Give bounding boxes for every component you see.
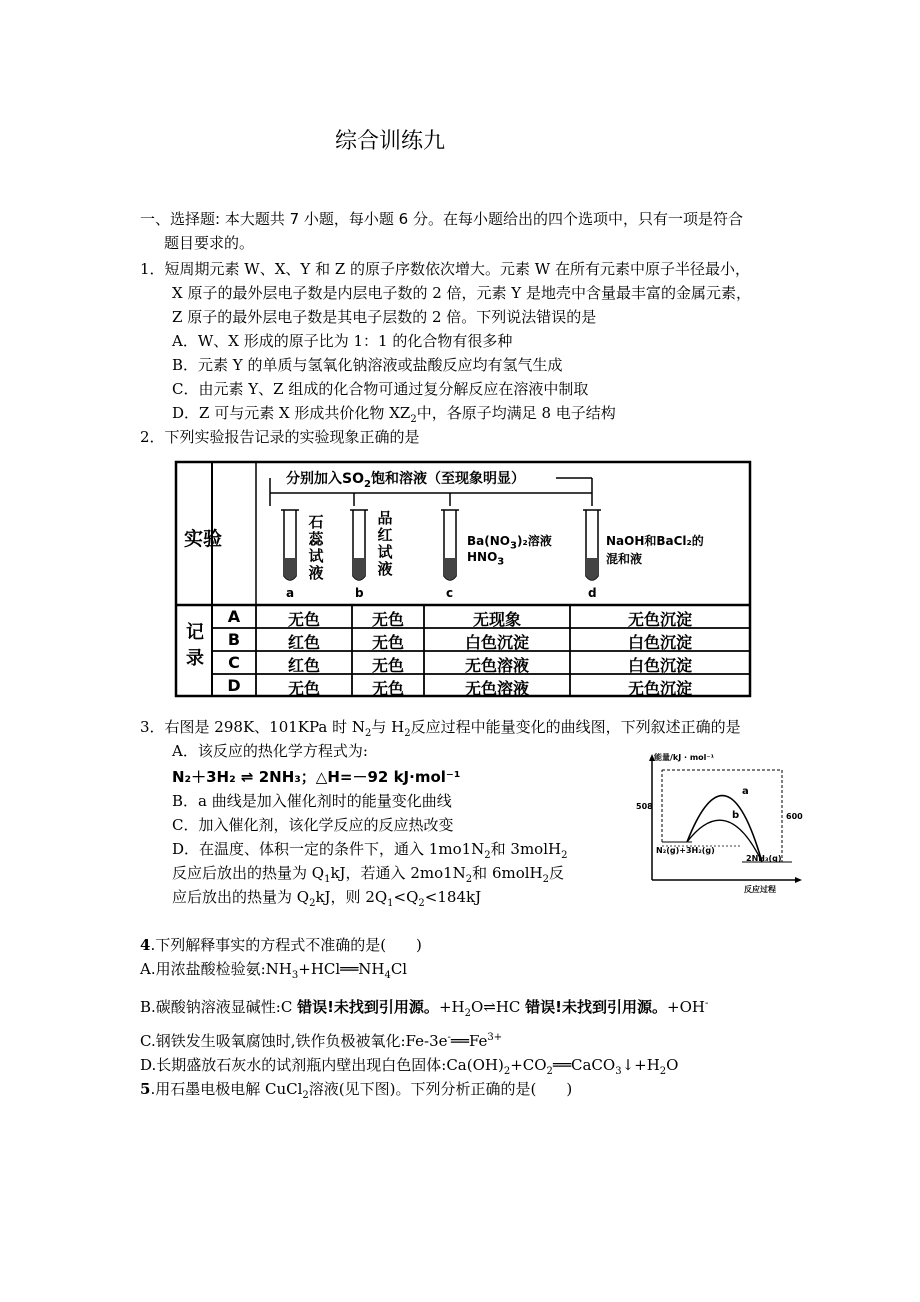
page-title: 综合训练九 (334, 129, 445, 154)
q4-option-c: C.钢铁发生吸氧腐蚀时,铁作负极被氧化$:Fe-3e^-══Fe^{3+}$ (140, 1032, 503, 1050)
table-cell: 无色 (287, 679, 320, 698)
table-row-option: D (227, 676, 241, 695)
tube-c-label-2: $HNO_3$ (467, 550, 505, 568)
table-cell: 白色沉淀 (627, 633, 692, 652)
q1-option-b: B．元素 Y 的单质与氢氧化钠溶液或盐酸反应均有氢气生成 (172, 356, 563, 374)
tube-letter-a: a (286, 586, 295, 600)
q5-stem: 5.用石墨电极电解 CuCl$_2$溶液(见下图)。下列分析正确的是( ) (140, 1080, 573, 1101)
q3-option-d-2: 反应后放出的热量为 $Q_1kJ$，若通入 $2mo1N_2$和 6molH$_2$反 (172, 864, 565, 885)
table-cell: 无色溶液 (464, 679, 529, 698)
table-cell: 白色沉淀 (464, 633, 529, 652)
table-cell: 无色沉淀 (627, 610, 692, 629)
graph-curve-a: a (742, 786, 749, 797)
table-row-option: B (227, 630, 241, 649)
energy-diagram (632, 750, 806, 898)
q4-option-a: A.用浓盐酸检验氨$:NH_3+HCl══NH_4Cl$ (140, 960, 408, 981)
table-cell: 无色 (371, 610, 404, 629)
section-heading-cont: 题目要求的。 (164, 234, 255, 252)
table-cell: 无色 (371, 656, 404, 675)
q2-stem: 2．下列实验报告记录的实验现象正确的是 (140, 428, 420, 446)
tube-d-label-2: 混和液 (606, 552, 643, 566)
graph-x-label: 反应过程 (744, 885, 776, 894)
tube-d-label-1: NaOH和BaCl₂的 (606, 534, 704, 548)
record-label: 记录 (186, 622, 204, 669)
table-row-option: A (227, 607, 241, 626)
tube-letter-b: b (355, 586, 364, 600)
q1-option-d: D．Z 可与元素 X 形成共价化物 $XZ_2$中，各原子均满足 8 电子结构 (172, 404, 616, 425)
tube-c-label-1: $Ba(NO_3)_2$溶液 (467, 534, 552, 552)
q4-option-b: B.碳酸钠溶液显碱性:C 错误!未找到引用源。$+H_2O\rightleftharpoons HC$ 错误!未找到引用源。+OH- (140, 998, 709, 1019)
graph-curve-b: b (732, 810, 740, 821)
q3-option-d-3: 应后放出的热量为 $Q_2kJ$，则 $2Q_1<Q_2<184kJ$ (172, 888, 482, 909)
table-cell: 红色 (287, 656, 320, 675)
table-cell: 无现象 (472, 610, 521, 629)
graph-value-left: 508 (636, 802, 653, 811)
q1-stem-3: Z 原子的最外层电子数是其电子层数的 2 倍。下列说法错误的是 (172, 308, 597, 326)
tube-b-label: 品红试液 (377, 509, 393, 578)
tube-a-label: 石蕊试液 (308, 513, 324, 582)
table-row-option: C (228, 653, 240, 672)
q4-stem: 4.下列解释事实的方程式不准确的是( ) (140, 936, 422, 954)
table-cell: 无色溶液 (464, 656, 529, 675)
experiment-table (174, 460, 752, 698)
reagent-instruction: 分别加入$SO_2$饱和溶液（至现象明显） (286, 471, 525, 490)
tube-letter-d: d (588, 586, 597, 600)
table-cell: 红色 (287, 633, 320, 652)
table-cell: 白色沉淀 (627, 656, 692, 675)
q1-option-a: A．W、X 形成的原子比为 1：1 的化合物有很多种 (172, 332, 513, 350)
q3-stem: 3．右图是 298K、101KPa 时 $N_2$与 $H_2$反应过程中能量变化的曲线图，下列叙述正确的是 (140, 718, 741, 739)
q4-option-d: D.长期盛放石灰水的试剂瓶内壁出现白色固体$:Ca(OH)_2+CO_2══CaCO_3↓+H_2O$ (140, 1056, 679, 1077)
q3-option-d-1: D．在温度、体积一定的条件下，通入 $1mo1N_2$和 3molH$_2$ (172, 840, 568, 861)
q1-option-c: C．由元素 Y、Z 组成的化合物可通过复分解反应在溶液中制取 (172, 380, 589, 398)
q1-stem-1: 1．短周期元素 W、X、Y 和 Z 的原子序数依次增大。元素 W 在所有元素中原子半径最小， (140, 260, 750, 278)
energy-diagram-plot (632, 750, 806, 898)
section-heading: 一、选择题: 本大题共 7 小题，每小题 6 分。在每小题给出的四个选项中，只有一项是符合 (140, 210, 743, 228)
q3-option-a: A．该反应的热化学方程式为: (172, 742, 368, 760)
graph-value-right: 600 (786, 812, 803, 821)
experiment-label: 实验 (184, 528, 223, 550)
graph-product: 2NH₃(g) (746, 854, 782, 863)
q1-stem-2: X 原子的最外层电子数是内层电子数的 2 倍，元素 Y 是地壳中含量最丰富的金属元素， (172, 284, 751, 302)
graph-reactants: N₂(g)+3H₂(g) (656, 846, 715, 855)
q3-equation: N₂＋3H₂ ⇌ 2NH₃；△H=－92 kJ·mol⁻¹ (172, 768, 461, 786)
tube-letter-c: c (446, 586, 454, 600)
q3-option-b: B．a 曲线是加入催化剂时的能量变化曲线 (172, 792, 452, 810)
table-cell: 无色沉淀 (627, 679, 692, 698)
graph-y-label: 能量/kJ · mol⁻¹ (654, 753, 715, 762)
table-cell: 无色 (371, 679, 404, 698)
q3-option-c: C．加入催化剂，该化学反应的反应热改变 (172, 816, 454, 834)
table-cell: 无色 (287, 610, 320, 629)
table-cell: 无色 (371, 633, 404, 652)
